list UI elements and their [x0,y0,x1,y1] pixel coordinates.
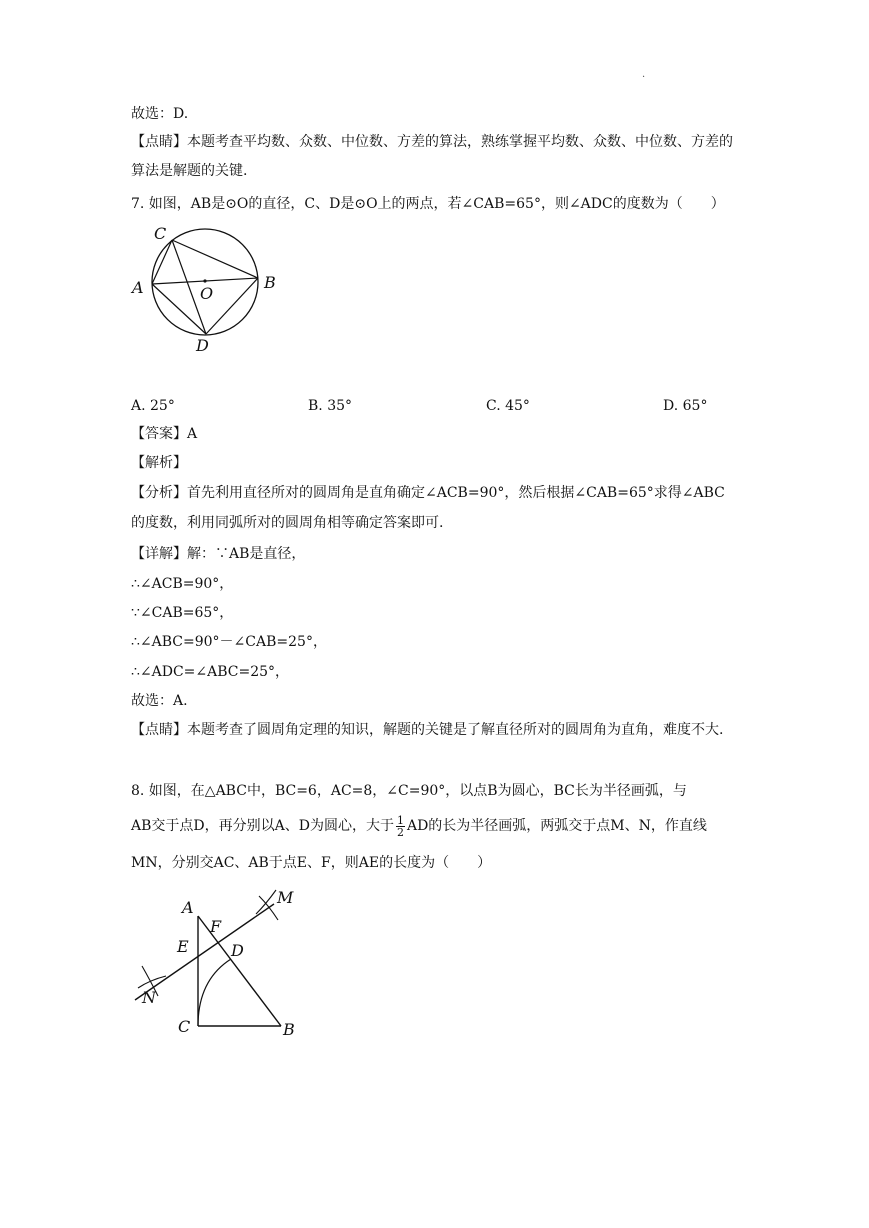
segment-ac [152,240,172,284]
segment-bd [206,278,258,334]
fraction-denominator: 2 [396,825,404,839]
q8-stem-line-1: 8. 如图，在△ABC中，BC=6，AC=8，∠C=90°，以点B为圆心，BC长为半径画弧，与 [131,783,687,799]
q7-circle-figure [128,222,288,358]
label-n: N [142,988,156,1007]
q7-analysis-line-1: 【分析】首先利用直径所对的圆周角是直角确定∠ACB=90°，然后根据∠CAB=65°求得∠ABC [131,485,725,501]
header-mark: · [642,72,646,83]
q7-option-d: D. 65° [663,398,708,414]
q7-choice: 故选：A. [131,693,188,709]
q7-option-b: B. 35° [308,398,353,414]
q7-stem: 7. 如图，AB是⊙O的直径，C、D是⊙O上的两点，若∠CAB=65°，则∠ADC的度数为（ ） [131,196,725,212]
arc-bc [198,959,231,1026]
label-c: C [178,1017,191,1036]
center-point [203,279,206,282]
q7-analysis-heading: 【解析】 [131,455,187,471]
prev-answer: 故选：D. [131,106,189,122]
label-c: C [154,224,167,243]
label-d: D [196,336,209,355]
line-mn [135,904,274,1000]
q7-detail-line-5: ∴∠ADC=∠ABC=25°， [131,664,290,680]
q7-detail-line-2: ∴∠ACB=90°， [131,576,234,592]
q8-stem-line-2a: AB交于点D，再分别以A、D为圆心，大于 [131,818,394,834]
q8-stem-line-2 [131,813,707,839]
q7-option-c: C. 45° [486,398,530,414]
label-f: F [210,917,222,936]
q7-detail-line-3: ∵∠CAB=65°， [131,605,234,621]
q7-comment: 【点睛】本题考查了圆周角定理的知识，解题的关键是了解直径所对的圆周角为直角，难度不大. [131,722,724,738]
q7-answer: 【答案】A [131,426,198,442]
q7-detail-line-4: ∴∠ABC=90°－∠CAB=25°， [131,634,327,650]
label-m: M [277,888,294,907]
label-a: A [182,898,194,917]
prev-comment: 【点睛】本题考查平均数、众数、中位数、方差的算法，熟练掌握平均数、众数、中位数、方差的算法是解题的关键. [131,134,733,179]
q7-detail-line-1: 【详解】解：∵AB是直径， [131,546,306,562]
label-b: B [264,273,276,292]
q8-stem-line-2b: AD的长为半径画弧，两弧交于点M、N，作直线 [406,818,707,834]
label-o: O [200,284,214,303]
q7-option-a: A. 25° [131,398,175,414]
label-b: B [283,1020,295,1039]
fraction-one-half [396,815,405,838]
q8-construction-figure [128,880,308,1040]
segment-cb [172,240,258,278]
label-a: A [132,278,144,297]
q8-stem-line-3: MN，分别交AC、AB于点E、F，则AE的长度为（ ） [131,855,492,871]
arc-mark-m-2 [256,890,276,914]
label-e: E [177,937,189,956]
q7-analysis-line-2: 的度数，利用同弧所对的圆周角相等确定答案即可. [131,515,444,531]
label-d: D [231,941,244,960]
fraction-numerator: 1 [396,813,404,827]
